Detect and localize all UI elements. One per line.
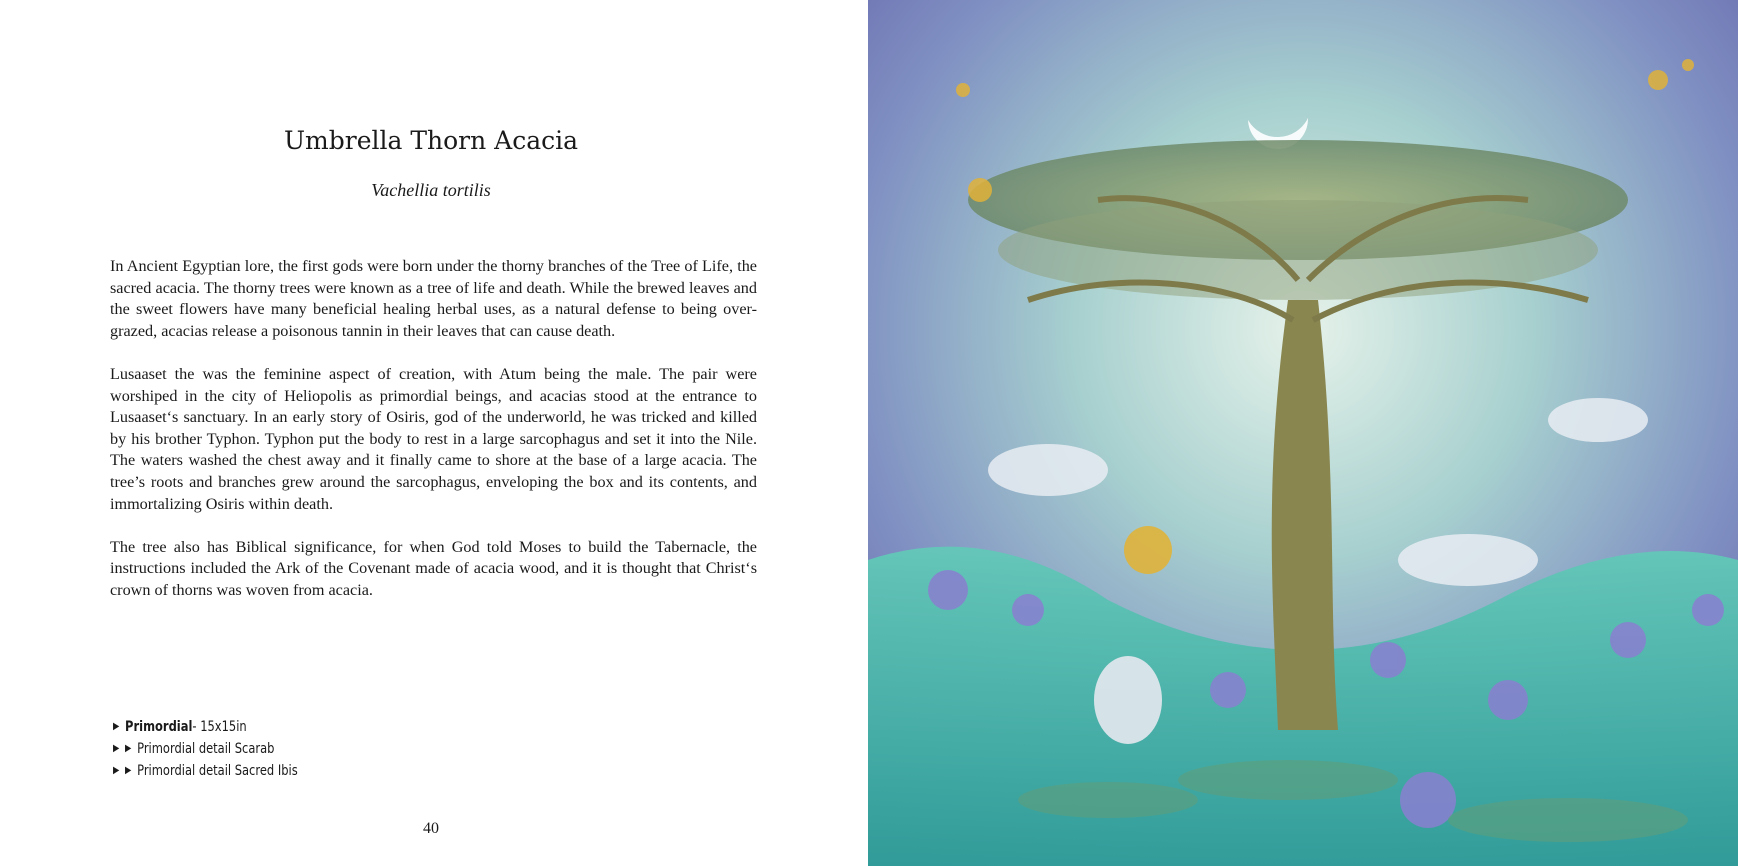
list-item[interactable] [113,760,298,782]
triangle-right-icon: ▶ [125,765,132,776]
body-text [110,256,757,623]
paragraph: The tree also has Biblical significance, for when God told Moses to build the Tabernacle, the instructions included the Ark of the Covenant made of acacia wood, and it is thought that Christ‘s crown of thorns was woven from acacia. [110,537,757,599]
paragraph: In Ancient Egyptian lore, the first gods were born under the thorny branches of the Tree of Life, the sacred acacia. The thorny trees were known as a tree of life and death. While the brewed leaves and the sweet flowers have many beneficial healing herbal uses, as a natural defense to being over-grazed, acacias release a poisonous tannin in their leaves that can cause death. [110,257,757,340]
list-item[interactable] [113,738,298,760]
page-number: 40 [423,820,439,837]
artwork-list [113,716,338,782]
list-item-label: Primordial detail Scarab [137,741,275,757]
left-page [0,0,868,866]
triangle-right-icon: ▶ [125,743,132,754]
page-title: Umbrella Thorn Acacia [283,126,579,155]
triangle-right-icon: ▶ [113,765,120,776]
list-item-detail: - 15x15in [192,719,247,735]
painting-image [868,0,1738,866]
list-item-label: Primordial detail Sacred Ibis [137,763,298,779]
triangle-right-icon: ▶ [113,721,120,732]
triangle-right-icon: ▶ [113,743,120,754]
list-item[interactable] [113,716,298,738]
list-item-title: Primordial [125,719,193,735]
page-subtitle: Vachellia tortilis [371,180,491,200]
paragraph: Lusaaset the was the feminine aspect of creation, with Atum being the male. The pair were worshiped in the city of Heliopolis as primordial beings, and acacias stood at the entrance to Lusaaset‘s sanctuary. In an early story of Osiris, god of the underworld, he was tricked and killed by his brother Typhon. Typhon put the body to rest in a large sarcophagus and set it into the Nile. The waters washed the chest away and it finally came to shore at the base of a large acacia. The tree’s roots and branches grew around the sarcophagus, enveloping the box and its contents, and immortalizing Osiris within death. [110,364,757,513]
